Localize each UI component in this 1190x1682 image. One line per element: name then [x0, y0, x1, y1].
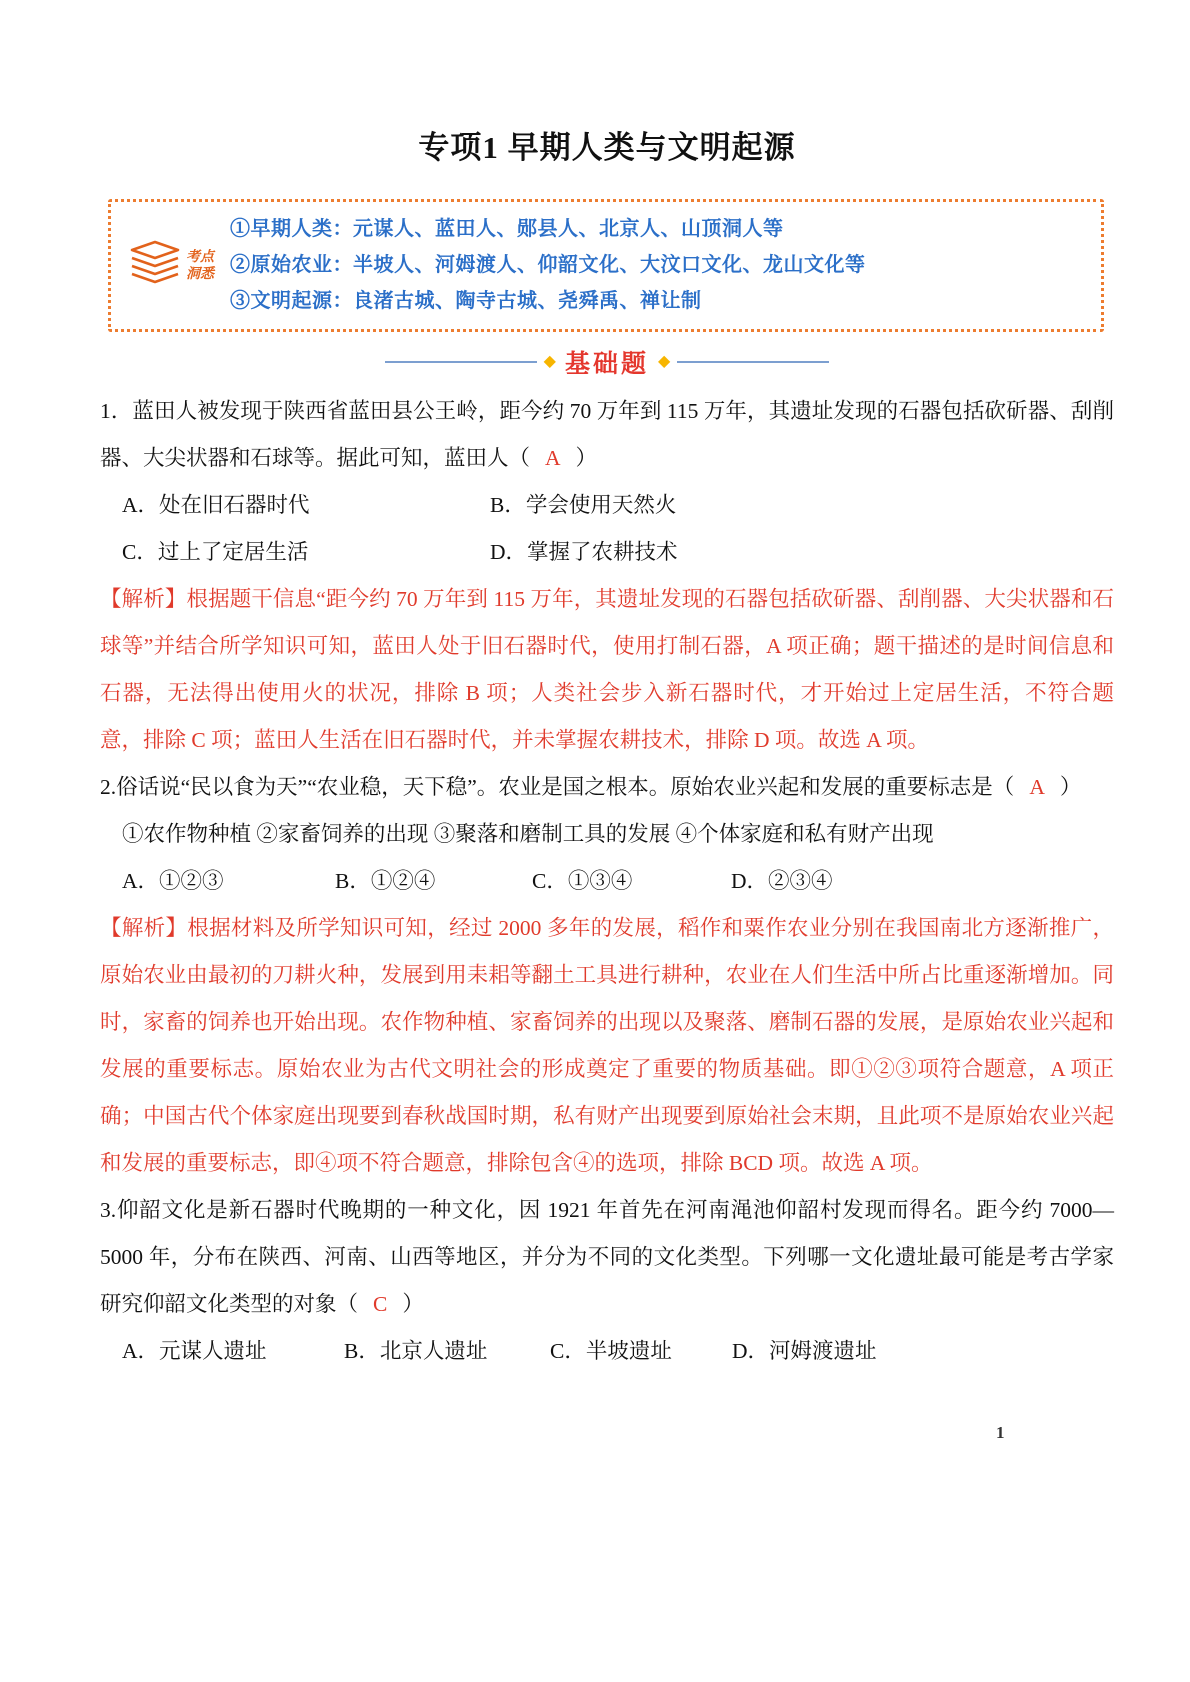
answer-letter: A	[1029, 775, 1045, 799]
options-row	[100, 482, 1114, 576]
key-point-item: ①早期人类：元谋人、蓝田人、郧县人、北京人、山顶洞人等	[230, 218, 784, 240]
question-stem	[100, 764, 1114, 811]
badge-line-1: 考点	[186, 249, 214, 265]
page-number: 1	[996, 1423, 1005, 1442]
key-points-list	[230, 215, 866, 316]
option-d: D．河姆渡遗址	[732, 1339, 877, 1363]
section-label: 基础题	[564, 351, 649, 378]
options-row	[100, 858, 1114, 905]
stem-text: ）	[1059, 775, 1082, 799]
stem-text: 1．蓝田人被发现于陕西省蓝田县公王岭，距今约 70 万年到 115 万年，其遗址发现的石器包括砍斫器、刮削器、大尖状器和石球等。据此可知，蓝田人（	[100, 399, 1114, 470]
analysis-text: 【解析】根据题干信息“距今约 70 万年到 115 万年，其遗址发现的石器包括砍斫器、刮削器、大尖状器和石球等”并结合所学知识可知，蓝田人处于旧石器时代，使用打制石器，A 项正确；题干描述的是时间信息和石器，无法得出使用火的状况，排除 B 项；人类社会步入新石器时代，才开始过上定居生活，不符合题意，排除 C 项；蓝田人生活在旧石器时代，并未掌握农耕技术，排除 D 项。故选 A 项。	[100, 587, 1114, 752]
option-c: C．过上了定居生活	[122, 540, 309, 564]
option-c: C．①③④	[532, 869, 633, 893]
answer-letter: A	[545, 446, 561, 470]
page-title: 专项1 早期人类与文明起源	[418, 130, 796, 165]
decorative-line-right	[677, 361, 829, 363]
option-d: D．掌握了农耕技术	[490, 540, 678, 564]
badge-line-2: 洞悉	[186, 266, 214, 282]
diamond-icon: ◆	[543, 353, 556, 370]
question-stem	[100, 388, 1114, 482]
stem-text: 3.仰韶文化是新石器时代晚期的一种文化，因 1921 年首先在河南渑池仰韶村发现而得名。距今约 7000—5000 年，分布在陕西、河南、山西等地区，并分为不同的文化类型。下列哪一文化遗址最可能是考古学家研究仰韶文化类型的对象（	[100, 1198, 1114, 1316]
option-a: A．处在旧石器时代	[122, 493, 310, 517]
stem-text: ）	[402, 1292, 424, 1316]
key-points-badge	[127, 239, 214, 292]
option-d: D．②③④	[731, 869, 833, 893]
diamond-icon: ◆	[658, 353, 671, 370]
question-stem	[100, 1187, 1114, 1328]
stem-text: 2.俗话说“民以食为天”“农业稳，天下稳”。农业是国之根本。原始农业兴起和发展的重要标志是（	[100, 775, 1015, 799]
question-sub-items: ①农作物种植 ②家畜饲养的出现 ③聚落和磨制工具的发展 ④个体家庭和私有财产出现	[122, 822, 934, 846]
analysis-text: 【解析】根据材料及所学知识可知，经过 2000 多年的发展，稻作和粟作农业分别在我国南北方逐渐推广，原始农业由最初的刀耕火种，发展到用耒耜等翻土工具进行耕种，农业在人们生活中所占比重逐渐增加。同时，家畜的饲养也开始出现。农作物种植、家畜饲养的出现以及聚落、磨制石器的发展，是原始农业兴起和发展的重要标志。原始农业为古代文明社会的形成奠定了重要的物质基础。即①②③项符合题意，A 项正确；中国古代个体家庭出现要到春秋战国时期，私有财产出现要到原始社会末期，且此项不是原始农业兴起和发展的重要标志，即④项不符合题意，排除包含④的选项，排除 BCD 项。故选 A 项。	[100, 916, 1114, 1175]
answer-letter: C	[373, 1292, 388, 1316]
key-points-box	[108, 199, 1104, 332]
options-row	[100, 1328, 1114, 1375]
key-point-item: ②原始农业：半坡人、河姆渡人、仰韶文化、大汶口文化、龙山文化等	[230, 254, 866, 276]
option-b: B．北京人遗址	[344, 1339, 488, 1363]
section-header	[100, 344, 1114, 380]
key-points-badge-label	[186, 249, 214, 283]
option-a: A．元谋人遗址	[122, 1339, 267, 1363]
stacked-layers-icon	[127, 239, 183, 292]
stem-text: ）	[575, 446, 598, 470]
option-b: B．学会使用天然火	[490, 493, 677, 517]
key-point-item: ③文明起源：良渚古城、陶寺古城、尧舜禹、禅让制	[230, 290, 702, 312]
option-b: B．①②④	[335, 869, 436, 893]
decorative-line-left	[385, 361, 537, 363]
option-a: A．①②③	[122, 869, 224, 893]
option-c: C．半坡遗址	[550, 1339, 672, 1363]
